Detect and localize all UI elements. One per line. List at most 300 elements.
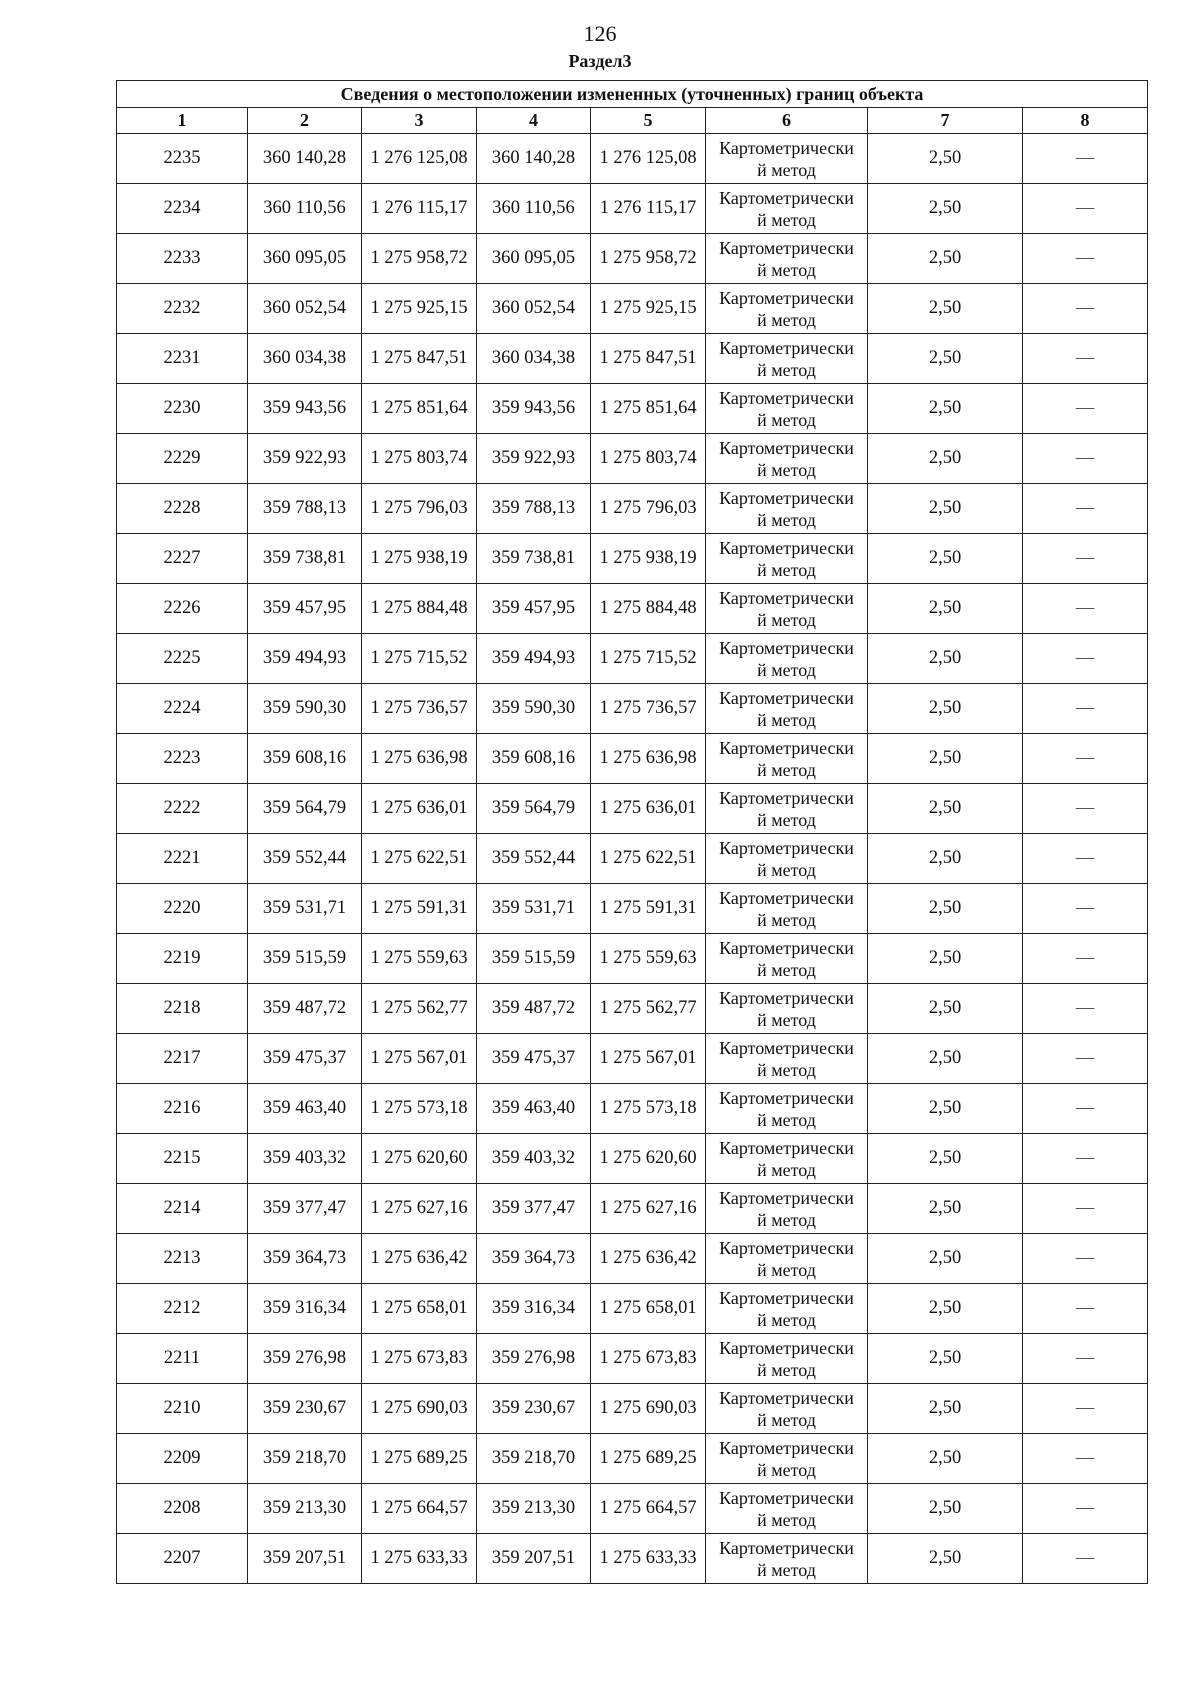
x-new-cell: 359 922,93 <box>477 434 591 484</box>
accuracy-cell: 2,50 <box>868 834 1023 884</box>
note-cell: — <box>1023 1334 1148 1384</box>
method-cell <box>706 1384 868 1434</box>
table-row <box>117 234 1148 284</box>
table-row <box>117 1484 1148 1534</box>
y-new-cell: 1 275 664,57 <box>591 1484 706 1534</box>
point-number-cell: 2217 <box>117 1034 248 1084</box>
y-new-cell: 1 275 567,01 <box>591 1034 706 1084</box>
note-cell: — <box>1023 1134 1148 1184</box>
x-existing-cell: 359 377,47 <box>248 1184 362 1234</box>
table-row <box>117 984 1148 1034</box>
table-row <box>117 1534 1148 1584</box>
y-existing-cell: 1 275 803,74 <box>362 434 477 484</box>
x-existing-cell: 359 738,81 <box>248 534 362 584</box>
method-text-line-1: Картометрически <box>719 1437 854 1458</box>
y-new-cell: 1 275 573,18 <box>591 1084 706 1134</box>
point-number-cell: 2211 <box>117 1334 248 1384</box>
y-new-cell: 1 275 636,42 <box>591 1234 706 1284</box>
note-cell: — <box>1023 1084 1148 1134</box>
x-new-cell: 359 218,70 <box>477 1434 591 1484</box>
y-new-cell: 1 275 884,48 <box>591 584 706 634</box>
x-existing-cell: 359 213,30 <box>248 1484 362 1534</box>
method-cell <box>706 284 868 334</box>
table-body <box>117 134 1148 1584</box>
y-existing-cell: 1 275 715,52 <box>362 634 477 684</box>
x-existing-cell: 360 034,38 <box>248 334 362 384</box>
method-text-line-2: й метод <box>757 859 816 880</box>
method-cell <box>706 984 868 1034</box>
x-existing-cell: 360 052,54 <box>248 284 362 334</box>
method-cell <box>706 134 868 184</box>
y-existing-cell: 1 275 673,83 <box>362 1334 477 1384</box>
method-text-line-2: й метод <box>757 259 816 280</box>
method-text-line-2: й метод <box>757 209 816 230</box>
method-text-line-1: Картометрически <box>719 337 854 358</box>
x-new-cell: 359 590,30 <box>477 684 591 734</box>
method-text-line-2: й метод <box>757 659 816 680</box>
accuracy-cell: 2,50 <box>868 1184 1023 1234</box>
x-existing-cell: 359 515,59 <box>248 934 362 984</box>
method-text-line-1: Картометрически <box>719 487 854 508</box>
method-text-line-2: й метод <box>757 909 816 930</box>
accuracy-cell: 2,50 <box>868 934 1023 984</box>
accuracy-cell: 2,50 <box>868 734 1023 784</box>
table-row <box>117 1184 1148 1234</box>
table-row <box>117 684 1148 734</box>
method-text-line-2: й метод <box>757 159 816 180</box>
y-new-cell: 1 275 559,63 <box>591 934 706 984</box>
x-new-cell: 360 034,38 <box>477 334 591 384</box>
y-existing-cell: 1 275 573,18 <box>362 1084 477 1134</box>
point-number-cell: 2233 <box>117 234 248 284</box>
note-cell: — <box>1023 184 1148 234</box>
x-existing-cell: 359 475,37 <box>248 1034 362 1084</box>
method-cell <box>706 484 868 534</box>
x-existing-cell: 359 564,79 <box>248 784 362 834</box>
point-number-cell: 2235 <box>117 134 248 184</box>
method-cell <box>706 734 868 784</box>
accuracy-cell: 2,50 <box>868 1084 1023 1134</box>
point-number-cell: 2214 <box>117 1184 248 1234</box>
note-cell: — <box>1023 434 1148 484</box>
y-existing-cell: 1 275 567,01 <box>362 1034 477 1084</box>
y-new-cell: 1 275 690,03 <box>591 1384 706 1434</box>
method-text-line-1: Картометрически <box>719 1487 854 1508</box>
method-cell <box>706 1184 868 1234</box>
method-text-line-1: Картометрически <box>719 837 854 858</box>
y-existing-cell: 1 275 658,01 <box>362 1284 477 1334</box>
x-new-cell: 359 475,37 <box>477 1034 591 1084</box>
y-new-cell: 1 275 851,64 <box>591 384 706 434</box>
column-header: 4 <box>477 108 591 134</box>
point-number-cell: 2231 <box>117 334 248 384</box>
note-cell: — <box>1023 134 1148 184</box>
y-new-cell: 1 275 591,31 <box>591 884 706 934</box>
method-cell <box>706 1434 868 1484</box>
accuracy-cell: 2,50 <box>868 1284 1023 1334</box>
table-row <box>117 1284 1148 1334</box>
point-number-cell: 2229 <box>117 434 248 484</box>
method-text-line-2: й метод <box>757 1459 816 1480</box>
y-new-cell: 1 275 622,51 <box>591 834 706 884</box>
table-row <box>117 834 1148 884</box>
y-existing-cell: 1 275 636,42 <box>362 1234 477 1284</box>
x-existing-cell: 359 487,72 <box>248 984 362 1034</box>
table-row <box>117 334 1148 384</box>
method-text-line-2: й метод <box>757 1159 816 1180</box>
y-new-cell: 1 275 715,52 <box>591 634 706 684</box>
method-cell <box>706 1134 868 1184</box>
x-new-cell: 359 364,73 <box>477 1234 591 1284</box>
note-cell: — <box>1023 1184 1148 1234</box>
x-new-cell: 359 213,30 <box>477 1484 591 1534</box>
x-existing-cell: 359 531,71 <box>248 884 362 934</box>
column-header: 8 <box>1023 108 1148 134</box>
method-text-line-1: Картометрически <box>719 1337 854 1358</box>
note-cell: — <box>1023 584 1148 634</box>
point-number-cell: 2223 <box>117 734 248 784</box>
accuracy-cell: 2,50 <box>868 384 1023 434</box>
note-cell: — <box>1023 634 1148 684</box>
note-cell: — <box>1023 684 1148 734</box>
method-text-line-1: Картометрически <box>719 287 854 308</box>
method-text-line-2: й метод <box>757 1059 816 1080</box>
y-new-cell: 1 275 847,51 <box>591 334 706 384</box>
method-cell <box>706 1234 868 1284</box>
x-new-cell: 359 230,67 <box>477 1384 591 1434</box>
y-existing-cell: 1 275 636,98 <box>362 734 477 784</box>
point-number-cell: 2213 <box>117 1234 248 1284</box>
method-text-line-2: й метод <box>757 959 816 980</box>
accuracy-cell: 2,50 <box>868 1484 1023 1534</box>
x-new-cell: 359 738,81 <box>477 534 591 584</box>
point-number-cell: 2210 <box>117 1384 248 1434</box>
x-new-cell: 360 110,56 <box>477 184 591 234</box>
x-existing-cell: 359 403,32 <box>248 1134 362 1184</box>
note-cell: — <box>1023 334 1148 384</box>
method-text-line-2: й метод <box>757 359 816 380</box>
y-new-cell: 1 275 636,98 <box>591 734 706 784</box>
y-existing-cell: 1 275 884,48 <box>362 584 477 634</box>
table-row <box>117 784 1148 834</box>
accuracy-cell: 2,50 <box>868 1384 1023 1434</box>
accuracy-cell: 2,50 <box>868 284 1023 334</box>
table-row <box>117 1384 1148 1434</box>
y-existing-cell: 1 275 633,33 <box>362 1534 477 1584</box>
accuracy-cell: 2,50 <box>868 684 1023 734</box>
table-row <box>117 1434 1148 1484</box>
accuracy-cell: 2,50 <box>868 1434 1023 1484</box>
method-text-line-1: Картометрически <box>719 537 854 558</box>
method-text-line-2: й метод <box>757 1359 816 1380</box>
method-cell <box>706 334 868 384</box>
x-existing-cell: 359 230,67 <box>248 1384 362 1434</box>
column-header: 2 <box>248 108 362 134</box>
x-existing-cell: 359 276,98 <box>248 1334 362 1384</box>
x-existing-cell: 359 463,40 <box>248 1084 362 1134</box>
method-text-line-1: Картометрически <box>719 1387 854 1408</box>
method-text-line-2: й метод <box>757 459 816 480</box>
method-text-line-1: Картометрически <box>719 1537 854 1558</box>
accuracy-cell: 2,50 <box>868 1134 1023 1184</box>
x-existing-cell: 360 095,05 <box>248 234 362 284</box>
method-cell <box>706 1284 868 1334</box>
method-cell <box>706 1534 868 1584</box>
x-new-cell: 359 494,93 <box>477 634 591 684</box>
y-existing-cell: 1 275 690,03 <box>362 1384 477 1434</box>
method-text-line-2: й метод <box>757 709 816 730</box>
point-number-cell: 2216 <box>117 1084 248 1134</box>
note-cell: — <box>1023 1434 1148 1484</box>
table-row <box>117 934 1148 984</box>
accuracy-cell: 2,50 <box>868 184 1023 234</box>
x-existing-cell: 359 788,13 <box>248 484 362 534</box>
accuracy-cell: 2,50 <box>868 334 1023 384</box>
y-new-cell: 1 275 620,60 <box>591 1134 706 1184</box>
y-new-cell: 1 275 562,77 <box>591 984 706 1034</box>
x-new-cell: 359 943,56 <box>477 384 591 434</box>
x-new-cell: 360 052,54 <box>477 284 591 334</box>
method-text-line-1: Картометрически <box>719 1237 854 1258</box>
y-new-cell: 1 275 633,33 <box>591 1534 706 1584</box>
note-cell: — <box>1023 784 1148 834</box>
accuracy-cell: 2,50 <box>868 584 1023 634</box>
method-cell <box>706 784 868 834</box>
method-cell <box>706 634 868 684</box>
method-text-line-2: й метод <box>757 309 816 330</box>
method-cell <box>706 684 868 734</box>
point-number-cell: 2224 <box>117 684 248 734</box>
x-new-cell: 359 207,51 <box>477 1534 591 1584</box>
method-cell <box>706 934 868 984</box>
y-existing-cell: 1 275 938,19 <box>362 534 477 584</box>
x-new-cell: 359 531,71 <box>477 884 591 934</box>
method-text-line-1: Картометрически <box>719 1287 854 1308</box>
table-row <box>117 1334 1148 1384</box>
y-new-cell: 1 275 803,74 <box>591 434 706 484</box>
accuracy-cell: 2,50 <box>868 884 1023 934</box>
note-cell: — <box>1023 484 1148 534</box>
method-text-line-1: Картометрически <box>719 237 854 258</box>
method-text-line-1: Картометрически <box>719 887 854 908</box>
table-row <box>117 134 1148 184</box>
x-existing-cell: 359 207,51 <box>248 1534 362 1584</box>
table-row <box>117 584 1148 634</box>
x-new-cell: 359 316,34 <box>477 1284 591 1334</box>
column-header: 7 <box>868 108 1023 134</box>
method-cell <box>706 1084 868 1134</box>
x-existing-cell: 359 457,95 <box>248 584 362 634</box>
table-caption: Сведения о местоположении измененных (уточненных) границ объекта <box>117 81 1148 108</box>
note-cell: — <box>1023 1384 1148 1434</box>
method-text-line-1: Картометрически <box>719 387 854 408</box>
column-header: 6 <box>706 108 868 134</box>
table-row <box>117 1084 1148 1134</box>
x-new-cell: 359 276,98 <box>477 1334 591 1384</box>
y-existing-cell: 1 276 115,17 <box>362 184 477 234</box>
y-existing-cell: 1 275 620,60 <box>362 1134 477 1184</box>
point-number-cell: 2215 <box>117 1134 248 1184</box>
x-existing-cell: 360 110,56 <box>248 184 362 234</box>
x-existing-cell: 360 140,28 <box>248 134 362 184</box>
y-new-cell: 1 275 958,72 <box>591 234 706 284</box>
table-caption-row <box>117 81 1148 108</box>
accuracy-cell: 2,50 <box>868 634 1023 684</box>
method-text-line-1: Картометрически <box>719 787 854 808</box>
y-existing-cell: 1 275 562,77 <box>362 984 477 1034</box>
y-existing-cell: 1 275 664,57 <box>362 1484 477 1534</box>
note-cell: — <box>1023 1284 1148 1334</box>
y-new-cell: 1 275 658,01 <box>591 1284 706 1334</box>
method-cell <box>706 384 868 434</box>
x-existing-cell: 359 364,73 <box>248 1234 362 1284</box>
note-cell: — <box>1023 884 1148 934</box>
x-existing-cell: 359 494,93 <box>248 634 362 684</box>
point-number-cell: 2207 <box>117 1534 248 1584</box>
method-cell <box>706 1334 868 1384</box>
point-number-cell: 2220 <box>117 884 248 934</box>
y-new-cell: 1 275 736,57 <box>591 684 706 734</box>
y-existing-cell: 1 276 125,08 <box>362 134 477 184</box>
y-existing-cell: 1 275 847,51 <box>362 334 477 384</box>
method-text-line-2: й метод <box>757 1509 816 1530</box>
x-new-cell: 359 788,13 <box>477 484 591 534</box>
point-number-cell: 2225 <box>117 634 248 684</box>
method-text-line-2: й метод <box>757 1009 816 1030</box>
method-text-line-1: Картометрически <box>719 1137 854 1158</box>
x-existing-cell: 359 590,30 <box>248 684 362 734</box>
x-existing-cell: 359 552,44 <box>248 834 362 884</box>
x-new-cell: 359 552,44 <box>477 834 591 884</box>
y-existing-cell: 1 275 627,16 <box>362 1184 477 1234</box>
method-cell <box>706 434 868 484</box>
accuracy-cell: 2,50 <box>868 234 1023 284</box>
table-row <box>117 884 1148 934</box>
method-text-line-1: Картометрически <box>719 687 854 708</box>
method-cell <box>706 534 868 584</box>
x-new-cell: 359 403,32 <box>477 1134 591 1184</box>
method-text-line-1: Картометрически <box>719 187 854 208</box>
table-row <box>117 184 1148 234</box>
point-number-cell: 2208 <box>117 1484 248 1534</box>
method-text-line-1: Картометрически <box>719 1037 854 1058</box>
method-cell <box>706 234 868 284</box>
table-row <box>117 284 1148 334</box>
note-cell: — <box>1023 1484 1148 1534</box>
method-text-line-2: й метод <box>757 759 816 780</box>
accuracy-cell: 2,50 <box>868 434 1023 484</box>
method-text-line-2: й метод <box>757 1409 816 1430</box>
accuracy-cell: 2,50 <box>868 134 1023 184</box>
x-existing-cell: 359 922,93 <box>248 434 362 484</box>
note-cell: — <box>1023 734 1148 784</box>
method-text-line-2: й метод <box>757 1259 816 1280</box>
method-text-line-2: й метод <box>757 1109 816 1130</box>
method-cell <box>706 184 868 234</box>
y-existing-cell: 1 275 622,51 <box>362 834 477 884</box>
method-text-line-2: й метод <box>757 409 816 430</box>
method-text-line-1: Картометрически <box>719 1187 854 1208</box>
y-existing-cell: 1 275 636,01 <box>362 784 477 834</box>
x-new-cell: 359 377,47 <box>477 1184 591 1234</box>
table-row <box>117 634 1148 684</box>
point-number-cell: 2209 <box>117 1434 248 1484</box>
page-number: 126 <box>583 21 617 46</box>
x-new-cell: 360 095,05 <box>477 234 591 284</box>
y-existing-cell: 1 275 591,31 <box>362 884 477 934</box>
y-new-cell: 1 275 938,19 <box>591 534 706 584</box>
y-existing-cell: 1 275 559,63 <box>362 934 477 984</box>
note-cell: — <box>1023 1534 1148 1584</box>
method-text-line-2: й метод <box>757 1559 816 1580</box>
y-existing-cell: 1 275 958,72 <box>362 234 477 284</box>
method-text-line-1: Картометрически <box>719 987 854 1008</box>
x-new-cell: 359 457,95 <box>477 584 591 634</box>
table-header-row <box>117 108 1148 134</box>
column-header: 1 <box>117 108 248 134</box>
table-row <box>117 434 1148 484</box>
x-existing-cell: 359 218,70 <box>248 1434 362 1484</box>
method-cell <box>706 1484 868 1534</box>
y-existing-cell: 1 275 736,57 <box>362 684 477 734</box>
accuracy-cell: 2,50 <box>868 1534 1023 1584</box>
x-new-cell: 360 140,28 <box>477 134 591 184</box>
point-number-cell: 2226 <box>117 584 248 634</box>
note-cell: — <box>1023 1034 1148 1084</box>
note-cell: — <box>1023 834 1148 884</box>
note-cell: — <box>1023 284 1148 334</box>
method-text-line-1: Картометрически <box>719 937 854 958</box>
accuracy-cell: 2,50 <box>868 1234 1023 1284</box>
method-text-line-1: Картометрически <box>719 137 854 158</box>
y-new-cell: 1 275 796,03 <box>591 484 706 534</box>
accuracy-cell: 2,50 <box>868 984 1023 1034</box>
table-row <box>117 1234 1148 1284</box>
y-existing-cell: 1 275 925,15 <box>362 284 477 334</box>
point-number-cell: 2234 <box>117 184 248 234</box>
method-text-line-2: й метод <box>757 559 816 580</box>
x-new-cell: 359 608,16 <box>477 734 591 784</box>
x-existing-cell: 359 316,34 <box>248 1284 362 1334</box>
point-number-cell: 2212 <box>117 1284 248 1334</box>
y-new-cell: 1 275 636,01 <box>591 784 706 834</box>
x-new-cell: 359 564,79 <box>477 784 591 834</box>
y-existing-cell: 1 275 796,03 <box>362 484 477 534</box>
note-cell: — <box>1023 384 1148 434</box>
method-cell <box>706 1034 868 1084</box>
note-cell: — <box>1023 984 1148 1034</box>
y-existing-cell: 1 275 851,64 <box>362 384 477 434</box>
accuracy-cell: 2,50 <box>868 534 1023 584</box>
note-cell: — <box>1023 534 1148 584</box>
note-cell: — <box>1023 234 1148 284</box>
y-new-cell: 1 275 689,25 <box>591 1434 706 1484</box>
point-number-cell: 2221 <box>117 834 248 884</box>
accuracy-cell: 2,50 <box>868 1334 1023 1384</box>
y-new-cell: 1 276 125,08 <box>591 134 706 184</box>
method-cell <box>706 884 868 934</box>
x-existing-cell: 359 943,56 <box>248 384 362 434</box>
x-new-cell: 359 487,72 <box>477 984 591 1034</box>
y-new-cell: 1 275 627,16 <box>591 1184 706 1234</box>
table-row <box>117 484 1148 534</box>
table-row <box>117 384 1148 434</box>
method-cell <box>706 584 868 634</box>
note-cell: — <box>1023 934 1148 984</box>
method-text-line-2: й метод <box>757 509 816 530</box>
y-new-cell: 1 276 115,17 <box>591 184 706 234</box>
point-number-cell: 2218 <box>117 984 248 1034</box>
